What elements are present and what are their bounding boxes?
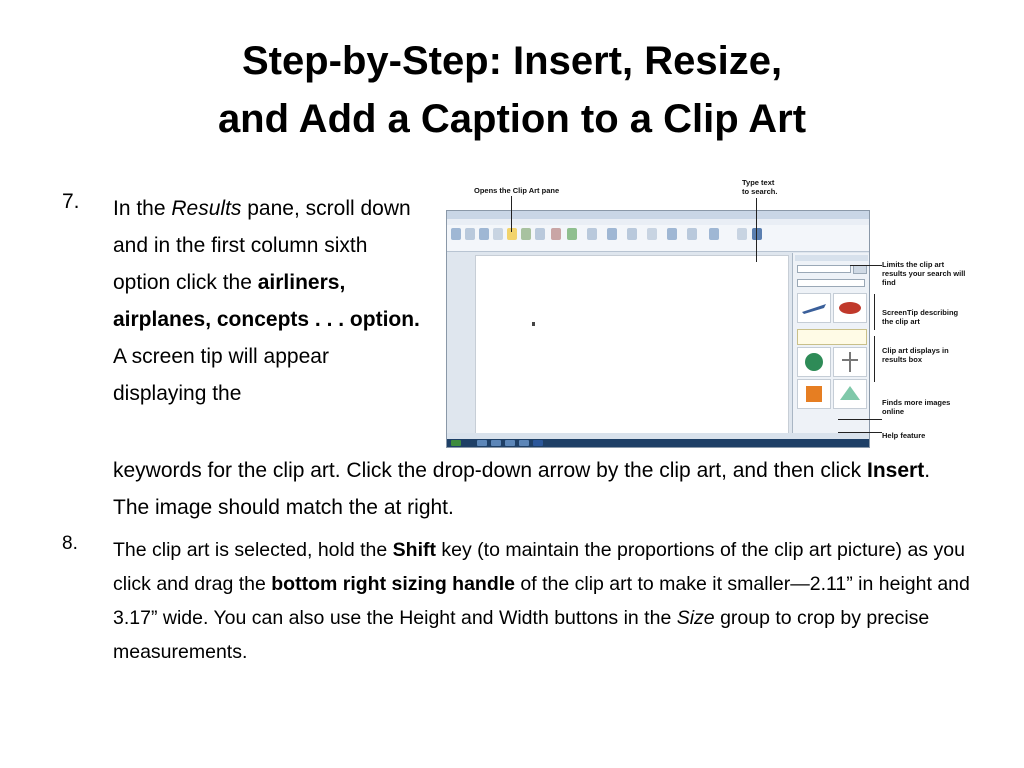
search-input: [797, 265, 851, 273]
step-7-results: Results: [171, 197, 242, 220]
step-8-text: [113, 533, 973, 669]
step-8-t7: group to crop by precise measurements.: [113, 607, 930, 663]
title-line-2: and Add a Caption to a Clip Art: [217, 97, 807, 141]
start-button: [451, 440, 461, 446]
step-8-number: 8.: [62, 533, 78, 554]
callout-leader: [756, 198, 757, 262]
step-7-text-top: [113, 190, 423, 412]
ribbon-button: [521, 228, 531, 240]
callout-leader: [838, 419, 882, 420]
step-8-shift: Shift: [392, 539, 436, 561]
callout-displays: Clip art displays in results box: [882, 346, 949, 364]
go-button: [853, 265, 867, 274]
title-line-1: Step-by-Step: Insert, Resize,: [241, 39, 783, 83]
ribbon-button: [465, 228, 475, 240]
step-8-handle: bottom right sizing handle: [271, 573, 515, 595]
taskbar-button: [491, 440, 501, 446]
ribbon-button: [451, 228, 461, 240]
clip-art-thumbnail: [797, 379, 831, 409]
step-7-t3: pane, scroll down and in the first column sixth option click the: [113, 197, 411, 294]
step-8-t1: The clip art is selected, hold the: [113, 539, 393, 561]
callout-help: Help feature: [882, 431, 926, 440]
ribbon-button: [607, 228, 617, 240]
ribbon-button: [535, 228, 545, 240]
slide-title: [0, 32, 1024, 148]
text-cursor: [532, 322, 535, 326]
callout-finds-more: Finds more images online: [882, 398, 951, 416]
ribbon-button: [647, 228, 657, 240]
results-type-select: [797, 279, 865, 287]
callout-leader: [838, 432, 882, 433]
taskbar-button: [519, 440, 529, 446]
pane-header: [795, 255, 868, 261]
word-taskbar-button: [533, 440, 543, 446]
step-8-t5: of the clip art to make it smaller—2.11” in height and 3.17” wide. You can also use the Height and Width buttons in the: [113, 573, 970, 629]
step-7-t5: A screen tip will appear displaying the: [113, 345, 329, 405]
ribbon-button: [627, 228, 637, 240]
clip-art-pane: [792, 253, 870, 441]
step-7-number: 7.: [62, 190, 80, 213]
step-7-insert: Insert: [867, 459, 925, 482]
step-7-t6: keywords for the clip art. Click the drop-down arrow by the clip art, and then click: [113, 459, 867, 482]
clip-art-thumbnail: [797, 347, 831, 377]
ribbon-button: [479, 228, 489, 240]
callout-leader: [874, 336, 875, 382]
ribbon-button: [567, 228, 577, 240]
callout-screentip: ScreenTip describing the clip art: [882, 308, 959, 326]
ribbon-button: [737, 228, 747, 240]
callout-leader: [874, 294, 875, 330]
callout-type-text: Type text to search.: [742, 178, 778, 196]
step-8-t3: key (to maintain the proportions of the clip art picture) as you click and drag the: [113, 539, 965, 595]
clip-art-thumbnail: [833, 347, 867, 377]
taskbar-button: [477, 440, 487, 446]
callout-leader: [850, 265, 882, 266]
callout-leader: [511, 196, 512, 232]
screentip: [797, 329, 867, 345]
word-window-screenshot: [446, 210, 870, 448]
ribbon-button: [551, 228, 561, 240]
ribbon-button: [493, 228, 503, 240]
document-page: [475, 255, 789, 441]
ribbon-button: [752, 228, 762, 240]
clip-art-ribbon-button: [507, 228, 517, 240]
step-7-option: airliners, airplanes, concepts . . . option.: [113, 271, 420, 331]
step-8-size: Size: [676, 607, 715, 629]
clip-art-thumbnail: [797, 293, 831, 323]
callout-opens-clip-art-pane: Opens the Clip Art pane: [474, 186, 560, 195]
ribbon-button: [687, 228, 697, 240]
taskbar: [447, 439, 869, 447]
ribbon-button: [709, 228, 719, 240]
step-7-t1: In the: [113, 197, 172, 220]
step-7-t8: . The image should match the at right.: [113, 459, 931, 519]
step-7-text-bottom: [113, 452, 943, 526]
callout-limits: Limits the clip art results your search will find: [882, 260, 966, 287]
clip-art-thumbnail: [833, 379, 867, 409]
clip-art-screenshot-figure: [446, 176, 966, 446]
taskbar-button: [505, 440, 515, 446]
ribbon-button: [667, 228, 677, 240]
clip-art-thumbnail: [833, 293, 867, 323]
ribbon-button: [587, 228, 597, 240]
